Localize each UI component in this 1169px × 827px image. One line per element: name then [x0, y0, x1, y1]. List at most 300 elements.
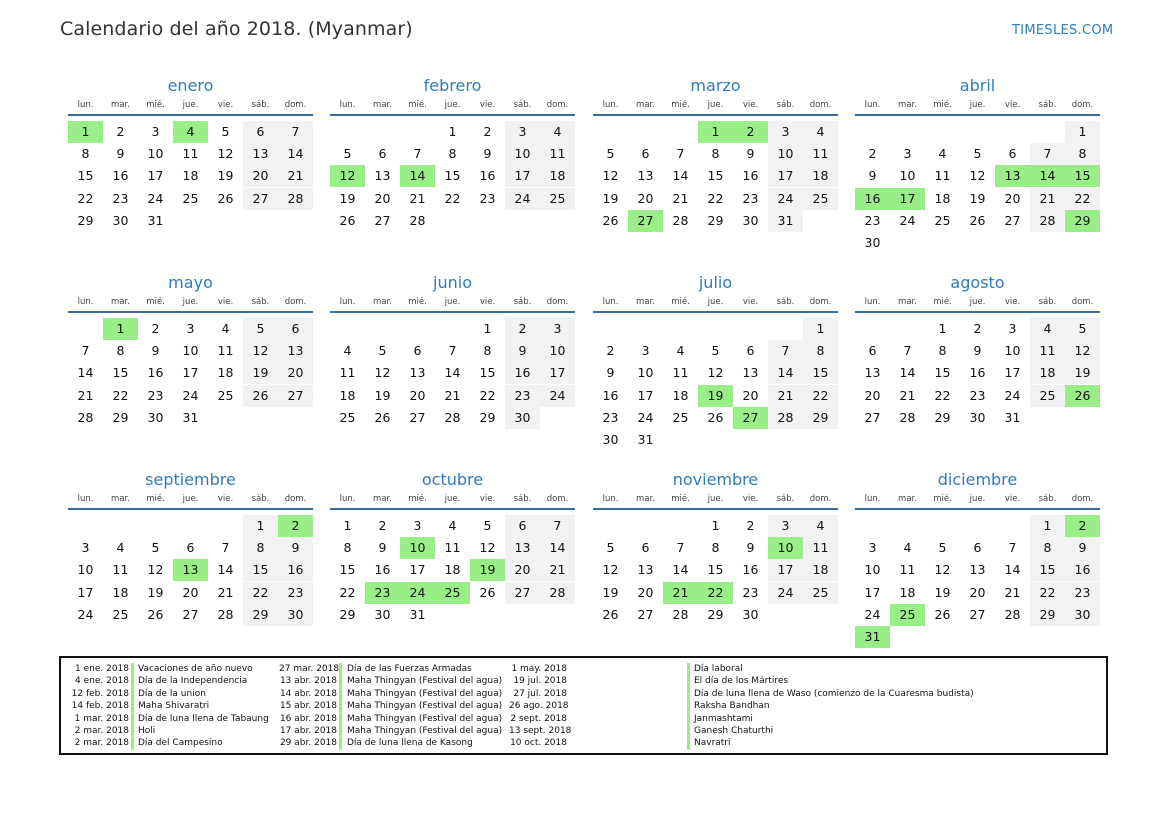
day-cell: 14 [672, 562, 689, 578]
day-cell: 25 [803, 582, 838, 604]
day-cell: 14 [672, 168, 689, 184]
day-cell: 7 [903, 343, 912, 359]
weekday-label: lun. [864, 494, 881, 504]
legend-holiday-name: Navratri [694, 738, 731, 749]
holiday-day-cell: 2 [278, 515, 313, 537]
legend-color-swatch [131, 675, 134, 687]
day-cell: 6 [868, 343, 877, 359]
weekday-label: vie. [217, 494, 234, 504]
holiday-day-cell: 26 [1065, 385, 1100, 407]
day-cell: 25 [540, 188, 575, 210]
day-cell: 24 [77, 606, 94, 622]
weekday-header [330, 100, 575, 114]
weekday-label: dom. [546, 297, 569, 307]
day-cell: 20 [505, 559, 540, 581]
legend-color-swatch [131, 725, 134, 737]
day-cell: 25 [803, 188, 838, 210]
day-cell: 4 [938, 146, 947, 162]
day-cell: 12 [217, 146, 234, 162]
day-cell: 18 [339, 387, 356, 403]
holiday-day-cell: 24 [400, 582, 435, 604]
day-cell: 5 [606, 540, 615, 556]
day-cell: 10 [864, 562, 881, 578]
day-cell: 1 [711, 518, 720, 533]
day-cell: 14 [768, 362, 803, 384]
day-cell: 29 [112, 409, 129, 425]
day-cell: 28 [768, 407, 803, 429]
weekday-label: sáb. [513, 297, 532, 307]
legend-holiday-name: Maha Thingyan (Festival del agua) [347, 688, 503, 699]
day-cell: 14 [540, 537, 575, 559]
day-cell: 15 [339, 562, 356, 578]
day-cell: 29 [243, 604, 278, 626]
legend-holiday-name: Maha Shivaratri [138, 701, 210, 712]
weekday-label: mar. [898, 100, 917, 110]
weekday-label: mar. [111, 494, 130, 504]
day-cell: 23 [479, 190, 496, 206]
day-cell: 9 [151, 343, 160, 359]
weekday-label: mar. [111, 100, 130, 110]
day-cell: 25 [182, 190, 199, 206]
weekday-label: mié. [671, 297, 690, 307]
day-cell: 18 [1030, 362, 1065, 384]
day-cell: 17 [864, 584, 881, 600]
day-cell: 1 [483, 321, 492, 336]
month-divider [330, 311, 575, 313]
weekday-label: jue. [707, 100, 724, 110]
day-cell: 4 [448, 518, 457, 533]
day-cell: 17 [540, 362, 575, 384]
holiday-day-cell: 4 [173, 121, 208, 143]
day-cell: 24 [540, 385, 575, 407]
day-cell: 8 [243, 537, 278, 559]
day-cell: 21 [77, 387, 94, 403]
weekday-label: jue. [182, 100, 199, 110]
day-cell: 20 [637, 584, 654, 600]
day-cell: 6 [641, 540, 650, 556]
day-cell: 26 [479, 584, 496, 600]
day-cell: 28 [278, 188, 313, 210]
month-divider [593, 311, 838, 313]
day-cell: 26 [243, 385, 278, 407]
holiday-day-cell: 27 [628, 210, 663, 232]
day-cell: 6 [746, 343, 755, 359]
legend-color-swatch [687, 663, 690, 675]
day-cell: 12 [602, 562, 619, 578]
day-cell: 15 [112, 365, 129, 381]
day-cell: 29 [707, 606, 724, 622]
weekday-header [68, 494, 313, 508]
day-cell: 27 [864, 409, 881, 425]
weekday-header [855, 100, 1100, 114]
day-cell: 11 [803, 143, 838, 165]
day-cell: 11 [803, 537, 838, 559]
legend-date: 2 sept. 2018 [510, 713, 567, 724]
day-cell: 10 [182, 343, 199, 359]
day-cell: 31 [637, 432, 654, 447]
day-cell: 18 [540, 165, 575, 187]
weekday-label: mié. [146, 297, 165, 307]
day-cell: 23 [1065, 582, 1100, 604]
day-cell: 20 [969, 584, 986, 600]
day-cell: 13 [409, 365, 426, 381]
day-cell: 11 [1030, 340, 1065, 362]
legend-date: 1 ene. 2018 [75, 664, 129, 674]
day-cell: 30 [505, 407, 540, 429]
legend-color-swatch [131, 688, 134, 700]
legend-color-swatch [131, 663, 134, 675]
holiday-day-cell: 12 [330, 165, 365, 187]
holiday-legend [59, 656, 1108, 755]
month-divider [855, 508, 1100, 510]
weekday-label: mar. [111, 297, 130, 307]
day-cell: 7 [81, 343, 90, 359]
weekday-label: jue. [707, 297, 724, 307]
day-cell: 12 [602, 168, 619, 184]
weekday-label: sáb. [776, 297, 795, 307]
weekday-label: dom. [284, 100, 307, 110]
day-cell: 27 [278, 385, 313, 407]
day-cell: 12 [969, 168, 986, 184]
month-octubre [330, 470, 575, 650]
day-cell: 13 [374, 168, 391, 184]
day-cell: 9 [116, 146, 125, 162]
day-cell: 6 [278, 318, 313, 340]
site-link[interactable]: TIMESLES.COM [1012, 23, 1114, 38]
day-cell: 2 [378, 518, 387, 533]
day-cell: 1 [938, 321, 947, 336]
weekday-label: sáb. [776, 494, 795, 504]
weekday-label: lun. [602, 494, 619, 504]
legend-color-swatch [339, 700, 342, 712]
day-cell: 7 [413, 146, 422, 162]
day-cell: 27 [505, 582, 540, 604]
day-cell: 19 [243, 362, 278, 384]
day-cell: 12 [479, 540, 496, 556]
day-cell: 10 [899, 168, 916, 184]
day-cell: 20 [742, 387, 759, 403]
day-cell: 11 [934, 168, 951, 184]
day-cell: 3 [768, 121, 803, 143]
day-cell: 9 [746, 146, 755, 162]
day-cell: 30 [602, 432, 619, 447]
weekday-label: lun. [602, 297, 619, 307]
weekday-header [855, 494, 1100, 508]
weekday-label: dom. [809, 494, 832, 504]
day-cell: 4 [1030, 318, 1065, 340]
day-cell: 3 [1008, 321, 1017, 336]
day-cell: 30 [864, 235, 881, 250]
weekday-label: mar. [636, 297, 655, 307]
day-cell: 2 [505, 318, 540, 340]
legend-holiday-name: Maha Thingyan (Festival del agua) [347, 713, 503, 724]
day-cell: 15 [444, 168, 461, 184]
day-cell: 2 [151, 321, 160, 336]
day-cell: 4 [803, 121, 838, 143]
legend-date: 1 mar. 2018 [74, 713, 129, 724]
day-cell: 8 [803, 340, 838, 362]
month-septiembre [68, 470, 313, 650]
day-cell: 13 [969, 562, 986, 578]
holiday-day-cell: 1 [68, 121, 103, 143]
day-cell: 30 [1065, 604, 1100, 626]
legend-holiday-name: El día de los Mártires [694, 676, 789, 687]
legend-date: 16 abr. 2018 [279, 713, 337, 724]
day-cell: 22 [934, 387, 951, 403]
day-cell: 8 [1030, 537, 1065, 559]
holiday-day-cell: 1 [103, 318, 138, 340]
weekday-label: dom. [284, 297, 307, 307]
day-cell: 21 [217, 584, 234, 600]
weekday-label: sáb. [1038, 297, 1057, 307]
weekday-header [855, 297, 1100, 311]
holiday-day-cell: 25 [890, 604, 925, 626]
day-cell: 24 [899, 212, 916, 228]
day-cell: 24 [505, 188, 540, 210]
day-cell: 22 [1065, 188, 1100, 210]
month-name: julio [698, 273, 733, 292]
day-cell: 19 [602, 190, 619, 206]
day-cell: 12 [934, 562, 951, 578]
day-cell: 13 [864, 365, 881, 381]
weekday-label: jue. [444, 494, 461, 504]
weekday-label: dom. [1071, 297, 1094, 307]
legend-holiday-name: Día laboral [694, 664, 743, 674]
weekday-label: dom. [809, 297, 832, 307]
month-name: febrero [423, 76, 482, 95]
day-cell: 20 [278, 362, 313, 384]
month-divider [68, 311, 313, 313]
day-cell: 3 [413, 518, 422, 533]
day-cell: 5 [343, 146, 352, 162]
month-junio [330, 273, 575, 453]
weekday-label: lun. [602, 100, 619, 110]
month-name: agosto [950, 273, 1005, 292]
legend-date: 27 mar. 2018 [279, 664, 340, 674]
day-cell: 24 [147, 190, 164, 206]
day-cell: 31 [409, 606, 426, 622]
weekday-label: dom. [546, 494, 569, 504]
day-cell: 17 [768, 559, 803, 581]
legend-date: 12 feb. 2018 [71, 688, 129, 699]
day-cell: 26 [147, 606, 164, 622]
day-cell: 26 [339, 212, 356, 228]
weekday-label: mar. [373, 100, 392, 110]
day-cell: 26 [707, 409, 724, 425]
day-cell: 18 [803, 165, 838, 187]
day-cell: 2 [973, 321, 982, 336]
day-cell: 16 [602, 387, 619, 403]
day-cell: 3 [641, 343, 650, 359]
month-name: abril [959, 76, 996, 95]
legend-holiday-name: Janmashtami [694, 713, 753, 724]
day-cell: 30 [969, 409, 986, 425]
day-cell: 14 [1004, 562, 1021, 578]
holiday-day-cell: 1 [698, 121, 733, 143]
day-cell: 28 [409, 212, 426, 228]
weekday-label: sáb. [251, 494, 270, 504]
day-cell: 24 [1004, 387, 1021, 403]
day-cell: 21 [768, 385, 803, 407]
legend-date: 19 jul. 2018 [513, 676, 567, 687]
day-cell: 5 [606, 146, 615, 162]
day-cell: 1 [343, 518, 352, 533]
day-cell: 29 [339, 606, 356, 622]
weekday-label: lun. [77, 494, 94, 504]
day-cell: 5 [1065, 318, 1100, 340]
day-cell: 23 [742, 584, 759, 600]
holiday-day-cell: 22 [698, 582, 733, 604]
day-cell: 21 [1030, 188, 1065, 210]
holiday-day-cell: 27 [733, 407, 768, 429]
legend-date: 26 ago. 2018 [509, 701, 569, 712]
day-cell: 19 [147, 584, 164, 600]
weekday-label: mar. [898, 297, 917, 307]
weekday-label: lun. [77, 297, 94, 307]
day-cell: 13 [742, 365, 759, 381]
day-cell: 1 [803, 318, 838, 340]
day-cell: 9 [378, 540, 387, 556]
legend-holiday-name: Día de la union [138, 688, 206, 699]
legend-color-swatch [339, 688, 342, 700]
weekday-label: vie. [742, 297, 759, 307]
month-divider [68, 114, 313, 116]
day-cell: 14 [77, 365, 94, 381]
weekday-label: jue. [182, 297, 199, 307]
day-cell: 4 [903, 540, 912, 556]
weekday-label: mar. [898, 494, 917, 504]
weekday-label: mar. [373, 494, 392, 504]
holiday-day-cell: 2 [733, 121, 768, 143]
day-cell: 27 [182, 606, 199, 622]
legend-holiday-name: Maha Thingyan (Festival del agua) [347, 726, 503, 736]
day-cell: 4 [803, 515, 838, 537]
day-cell: 17 [409, 562, 426, 578]
day-cell: 17 [77, 584, 94, 600]
day-cell: 19 [602, 584, 619, 600]
weekday-label: vie. [742, 100, 759, 110]
day-cell: 30 [742, 212, 759, 228]
weekday-label: jue. [707, 494, 724, 504]
weekday-label: vie. [1004, 297, 1021, 307]
weekday-label: mié. [408, 100, 427, 110]
day-cell: 23 [278, 582, 313, 604]
weekday-label: sáb. [513, 494, 532, 504]
day-cell: 18 [899, 584, 916, 600]
day-cell: 21 [899, 387, 916, 403]
day-cell: 16 [278, 559, 313, 581]
legend-color-swatch [687, 725, 690, 737]
day-cell: 1 [448, 124, 457, 139]
day-cell: 11 [672, 365, 689, 381]
day-cell: 6 [641, 146, 650, 162]
day-cell: 28 [540, 582, 575, 604]
day-cell: 27 [637, 606, 654, 622]
weekday-header [330, 297, 575, 311]
day-cell: 9 [483, 146, 492, 162]
legend-color-swatch [687, 688, 690, 700]
day-cell: 23 [864, 212, 881, 228]
day-cell: 11 [540, 143, 575, 165]
day-cell: 25 [934, 212, 951, 228]
day-cell: 7 [676, 146, 685, 162]
legend-color-swatch [687, 675, 690, 687]
day-cell: 16 [969, 365, 986, 381]
day-cell: 14 [899, 365, 916, 381]
day-cell: 30 [374, 606, 391, 622]
day-cell: 7 [448, 343, 457, 359]
weekday-label: sáb. [776, 100, 795, 110]
day-cell: 31 [182, 409, 199, 425]
weekday-label: dom. [284, 494, 307, 504]
day-cell: 21 [672, 190, 689, 206]
day-cell: 16 [374, 562, 391, 578]
day-cell: 3 [768, 515, 803, 537]
day-cell: 9 [278, 537, 313, 559]
weekday-label: mié. [671, 494, 690, 504]
day-cell: 20 [243, 165, 278, 187]
day-cell: 22 [803, 385, 838, 407]
legend-color-swatch [687, 713, 690, 725]
day-cell: 24 [637, 409, 654, 425]
day-cell: 7 [540, 515, 575, 537]
legend-date: 4 ene. 2018 [75, 676, 129, 687]
day-cell: 18 [672, 387, 689, 403]
day-cell: 2 [868, 146, 877, 162]
day-cell: 25 [112, 606, 129, 622]
month-febrero [330, 76, 575, 256]
day-cell: 28 [217, 606, 234, 622]
day-cell: 4 [116, 540, 125, 556]
day-cell: 6 [413, 343, 422, 359]
day-cell: 7 [676, 540, 685, 556]
holiday-day-cell: 13 [995, 165, 1030, 187]
day-cell: 28 [1030, 210, 1065, 232]
day-cell: 9 [606, 365, 615, 381]
month-name: mayo [168, 273, 213, 292]
day-cell: 19 [1065, 362, 1100, 384]
day-cell: 10 [637, 365, 654, 381]
day-cell: 12 [147, 562, 164, 578]
day-cell: 19 [339, 190, 356, 206]
weekday-label: vie. [1004, 494, 1021, 504]
weekday-label: mié. [408, 494, 427, 504]
day-cell: 17 [505, 165, 540, 187]
day-cell: 8 [81, 146, 90, 162]
month-julio [593, 273, 838, 453]
holiday-day-cell: 19 [698, 385, 733, 407]
day-cell: 2 [746, 518, 755, 533]
day-cell: 26 [602, 212, 619, 228]
legend-date: 13 sept. 2018 [509, 726, 572, 736]
legend-holiday-name: Día de las Fuerzas Armadas [347, 664, 472, 674]
day-cell: 18 [444, 562, 461, 578]
day-cell: 20 [637, 190, 654, 206]
weekday-label: jue. [969, 494, 986, 504]
day-cell: 11 [899, 562, 916, 578]
day-cell: 21 [278, 165, 313, 187]
legend-date: 17 abr. 2018 [279, 726, 337, 736]
day-cell: 15 [77, 168, 94, 184]
weekday-label: mié. [146, 494, 165, 504]
day-cell: 17 [637, 387, 654, 403]
day-cell: 10 [505, 143, 540, 165]
day-cell: 9 [868, 168, 877, 184]
day-cell: 3 [903, 146, 912, 162]
day-cell: 3 [81, 540, 90, 556]
day-cell: 17 [1004, 365, 1021, 381]
day-cell: 23 [505, 385, 540, 407]
